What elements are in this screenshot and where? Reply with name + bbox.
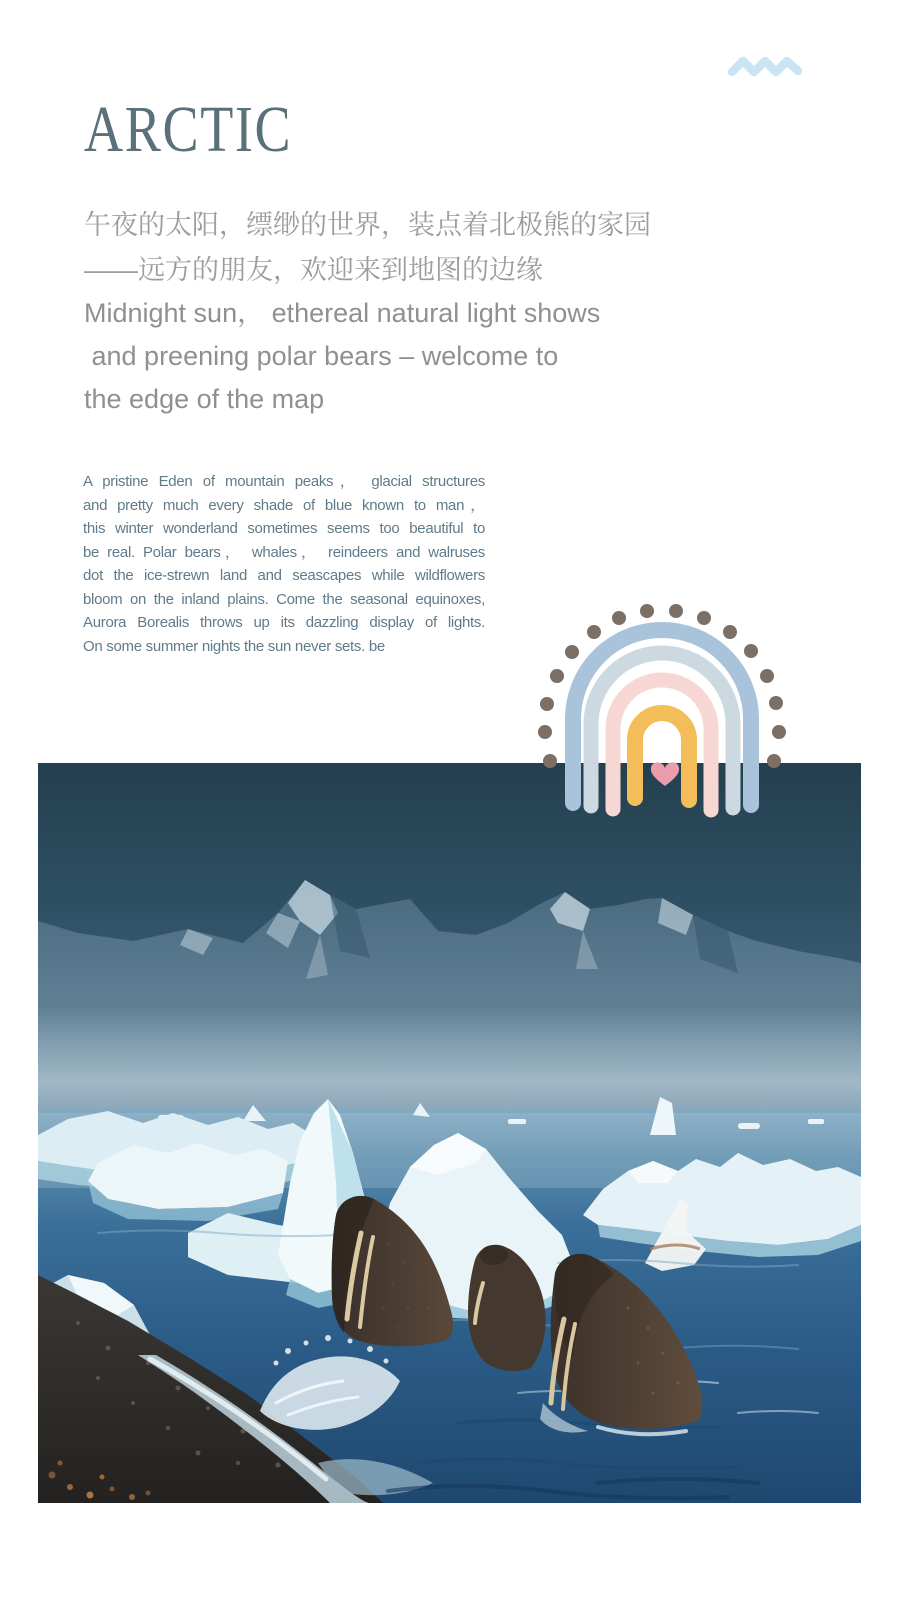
wave-icon [726, 52, 806, 82]
body-line: and pretty much every shade of blue known to man， [83, 496, 485, 514]
body-line: A pristine Eden of mountain peaks， glacial structures [83, 473, 485, 490]
subtitle-english [84, 292, 804, 421]
arctic-photo [38, 763, 861, 1503]
subtitle-chinese-line1: 午夜的太阳，缥缈的世界，装点着北极熊的家园 [84, 210, 651, 240]
horizon-mist [38, 1008, 861, 1123]
body-paragraph [83, 470, 485, 658]
body-line: dot the ice-strewn land and seascapes while wildflowers [83, 567, 485, 584]
subtitle-chinese-line2: ——远方的朋友，欢迎来到地图的边缘 [84, 255, 543, 285]
rainbow-heart-icon [651, 762, 679, 786]
body-line: be real. Polar bears， whales， reindeers and walruses [83, 543, 485, 561]
subtitle-english-line2: and preening polar bears – welcome to [84, 341, 559, 371]
rainbow-decor [528, 598, 794, 826]
body-line: bloom on the inland plains. Come the seasonal equinoxes, [83, 590, 485, 608]
body-line: Aurora Borealis throws up its dazzling display of lights. [83, 614, 485, 631]
subtitle-english-line3: the edge of the map [84, 384, 325, 414]
subtitle-english-line1: Midnight sun， ethereal natural light shows [84, 298, 601, 328]
subtitle-chinese [84, 203, 804, 293]
rainbow-arc-yellow [635, 713, 689, 800]
page-title: ARCTIC [84, 93, 293, 166]
body-line: this winter wonderland sometimes seems too beautiful to [83, 520, 485, 537]
body-line: On some summer nights the sun never sets. be [83, 637, 385, 655]
